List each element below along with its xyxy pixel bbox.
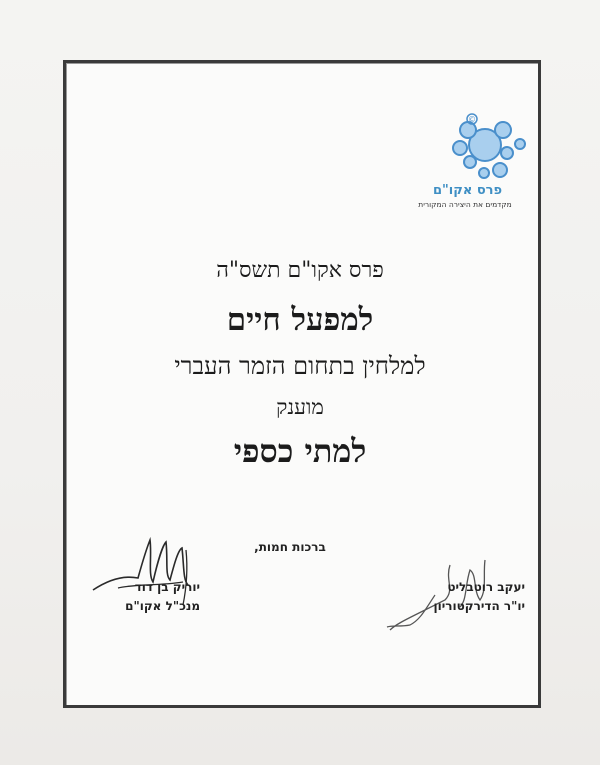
- signatory-left: [70, 578, 200, 616]
- award-title: פרס אקו"ם תשס"ה: [216, 258, 384, 283]
- greeting: ברכות חמות,: [254, 540, 326, 554]
- award-category: למפעל חיים: [226, 302, 374, 338]
- signatory-right: [395, 578, 525, 616]
- logo-name: פרס אקו"ם: [432, 183, 503, 198]
- awarded-label: מוענק: [276, 395, 324, 419]
- recipient-name: למתי כספי: [233, 432, 367, 470]
- award-field: למלחין בתחום הזמר העברי: [174, 352, 426, 380]
- logo-tagline: מקדמים את היצירה המקורית: [418, 200, 512, 209]
- signatory-left-name: יוריק בן דוד: [134, 580, 200, 594]
- signatory-right-title: יו"ר הדירקטוריון: [433, 599, 525, 613]
- signatory-right-name: יעקב רוטבליט: [447, 580, 525, 594]
- svg-text:©: ©: [468, 115, 476, 124]
- logo-bubbles: [453, 114, 525, 178]
- signatory-left-title: מנכ"ל אקו"ם: [125, 599, 200, 613]
